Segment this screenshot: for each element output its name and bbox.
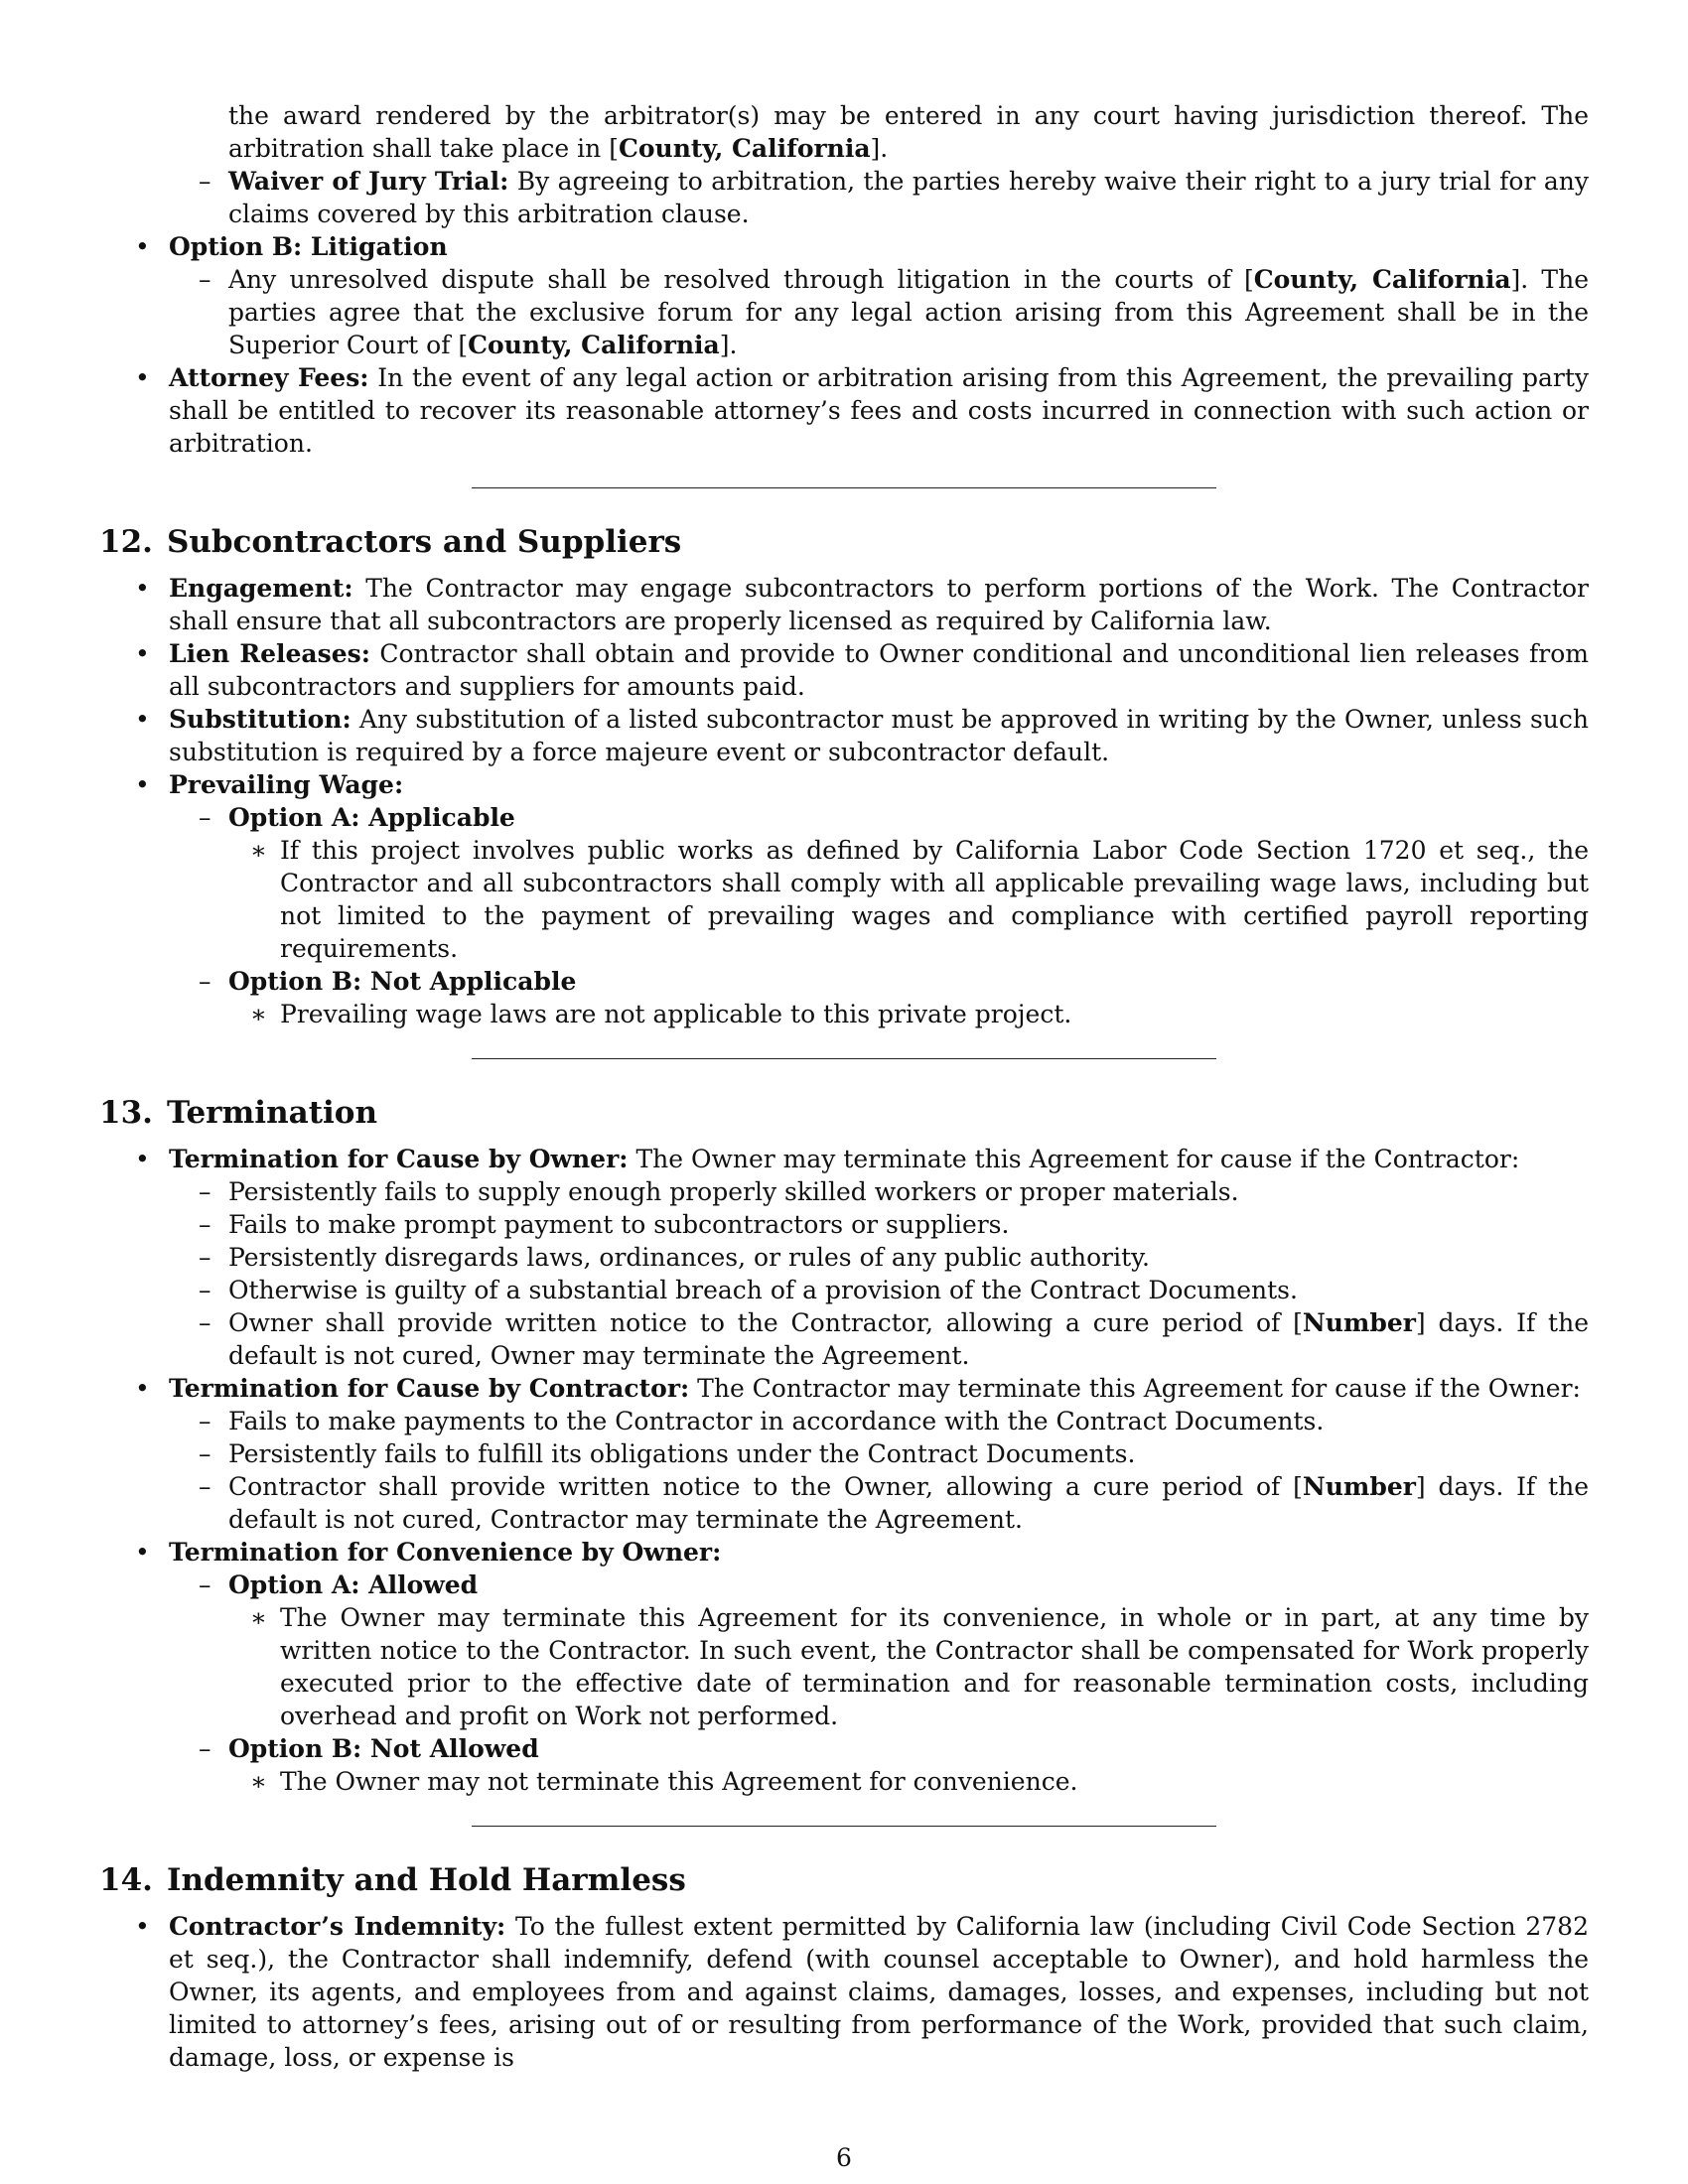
dash-marker: – [199,1570,211,1599]
dash-marker: – [199,1276,211,1304]
dash-marker: – [199,1734,211,1763]
section-divider [472,1826,1216,1827]
dash-marker: – [199,1472,211,1501]
waiver-of-jury-trial: – Waiver of Jury Trial: By agreeing to arbitration, the parties hereby waive their right to a jury trial for any claims covered by this arbitration clause. [199,167,1589,228]
bullet-marker: • [135,639,150,668]
bullet-marker: • [135,574,150,603]
convenience-option-b-text: ∗ The Owner may not terminate this Agreement for convenience. [250,1767,1078,1796]
convenience-option-a-text: ∗ The Owner may terminate this Agreement for its convenience, in whole or in part, at any time by written notice to the Contractor. In such event, the Contractor shall be compensated for Work properly executed prior to the effective date of termination and for reasonable termination costs, including overhead and profit on Work not performed. [250,1603,1589,1730]
bullet-marker: • [135,705,150,734]
dash-marker: – [199,167,211,196]
dash-marker: – [199,967,211,996]
list-item: – Otherwise is guilty of a substantial breach of a provision of the Contract Documents. [199,1276,1298,1304]
contractors-indemnity: • Contractor’s Indemnity: To the fullest extent permitted by California law (including Civil Code Section 2782 et seq.), the Contractor shall indemnify, defend (with counsel acceptable to Owner), and hold harmless the Owner, its agents, and employees from and against claims, damages, losses, and expenses, including but not limited to attorney’s fees, arising out of or resulting from performance of the Work, provided that such claim, damage, loss, or expense is [135,1912,1589,2072]
lien-releases: • Lien Releases: Contractor shall obtain and provide to Owner conditional and unconditional lien releases from all subcontractors and suppliers for amounts paid. [135,639,1589,701]
star-marker: ∗ [250,836,267,865]
page-number: 6 [836,2143,852,2172]
star-marker: ∗ [250,1000,267,1028]
list-item: – Fails to make prompt payment to subcontractors or suppliers. [199,1210,1010,1239]
engagement: • Engagement: The Contractor may engage subcontractors to perform portions of the Work. The Contractor shall ensure that all subcontractors are properly licensed as required by California law. [135,574,1589,635]
bullet-marker: • [135,770,150,799]
arbitration-continuation: the award rendered by the arbitrator(s) may be entered in any court having jurisdiction thereof. The arbitration shall take place in [County, California]. [228,101,1589,163]
termination-cause-contractor: • Termination for Cause by Contractor: The Contractor may terminate this Agreement for cause if the Owner: [135,1374,1581,1403]
dash-marker: – [199,1308,211,1337]
section-13-heading: 13. Termination [99,1095,378,1131]
prevailing-wage: • Prevailing Wage: [135,770,404,799]
section-14-heading: 14. Indemnity and Hold Harmless [99,1862,686,1898]
bullet-marker: • [135,1145,150,1173]
dash-marker: – [199,803,211,832]
dash-marker: – [199,265,211,294]
list-item: – Fails to make payments to the Contractor in accordance with the Contract Documents. [199,1407,1325,1435]
convenience-option-b: – Option B: Not Allowed [199,1734,539,1763]
section-12-heading: 12. Subcontractors and Suppliers [99,524,682,560]
prevailing-option-b: – Option B: Not Applicable [199,967,577,996]
section-divider [472,487,1216,488]
section-divider [472,1058,1216,1059]
list-item: – Persistently disregards laws, ordinances, or rules of any public authority. [199,1243,1150,1272]
convenience-option-a: – Option A: Allowed [199,1570,479,1599]
prevailing-option-a-text: ∗ If this project involves public works as defined by California Labor Code Section 1720 et seq., the Contractor and all subcontractors shall comply with all applicable prevailing wage laws, including but not limited to the payment of prevailing wages and compliance with certified payroll reporting requirements. [250,836,1589,963]
star-marker: ∗ [250,1603,267,1632]
substitution: • Substitution: Any substitution of a listed subcontractor must be approved in writing by the Owner, unless such substitution is required by a force majeure event or subcontractor default. [135,705,1589,766]
bullet-marker: • [135,1912,150,1941]
bullet-marker: • [135,1374,150,1403]
prevailing-option-a: – Option A: Applicable [199,803,515,832]
list-item: – Persistently fails to supply enough properly skilled workers or proper materials. [199,1177,1239,1206]
termination-cause-owner: • Termination for Cause by Owner: The Owner may terminate this Agreement for cause if the Contractor: [135,1145,1520,1173]
bullet-marker: • [135,1538,150,1567]
attorney-fees: • Attorney Fees: In the event of any legal action or arbitration arising from this Agreement, the prevailing party shall be entitled to recover its reasonable attorney’s fees and costs incurred in connection with such action or arbitration. [135,363,1589,458]
dash-marker: – [199,1439,211,1468]
page-content [99,99,1589,2074]
bullet-marker: • [135,363,150,392]
dash-marker: – [199,1210,211,1239]
litigation-text: – Any unresolved dispute shall be resolved through litigation in the courts of [County, California]. The parties agree that the exclusive forum for any legal action arising from this Agreement shall be in the Superior Court of [County, California]. [199,265,1590,359]
dash-marker: – [199,1243,211,1272]
termination-convenience: • Termination for Convenience by Owner: [135,1538,722,1567]
contractor-notice: – Contractor shall provide written notice to the Owner, allowing a cure period of [Number] days. If the default is not cured, Contractor may terminate the Agreement. [199,1472,1589,1534]
list-item: – Persistently fails to fulfill its obligations under the Contract Documents. [199,1439,1136,1468]
dash-marker: – [199,1177,211,1206]
owner-notice: – Owner shall provide written notice to the Contractor, allowing a cure period of [Number] days. If the default is not cured, Owner may terminate the Agreement. [199,1308,1589,1370]
star-marker: ∗ [250,1767,267,1796]
dash-marker: – [199,1407,211,1435]
prevailing-option-b-text: ∗ Prevailing wage laws are not applicable to this private project. [250,1000,1072,1028]
bullet-marker: • [135,232,150,261]
option-b-litigation: • Option B: Litigation [135,232,448,261]
